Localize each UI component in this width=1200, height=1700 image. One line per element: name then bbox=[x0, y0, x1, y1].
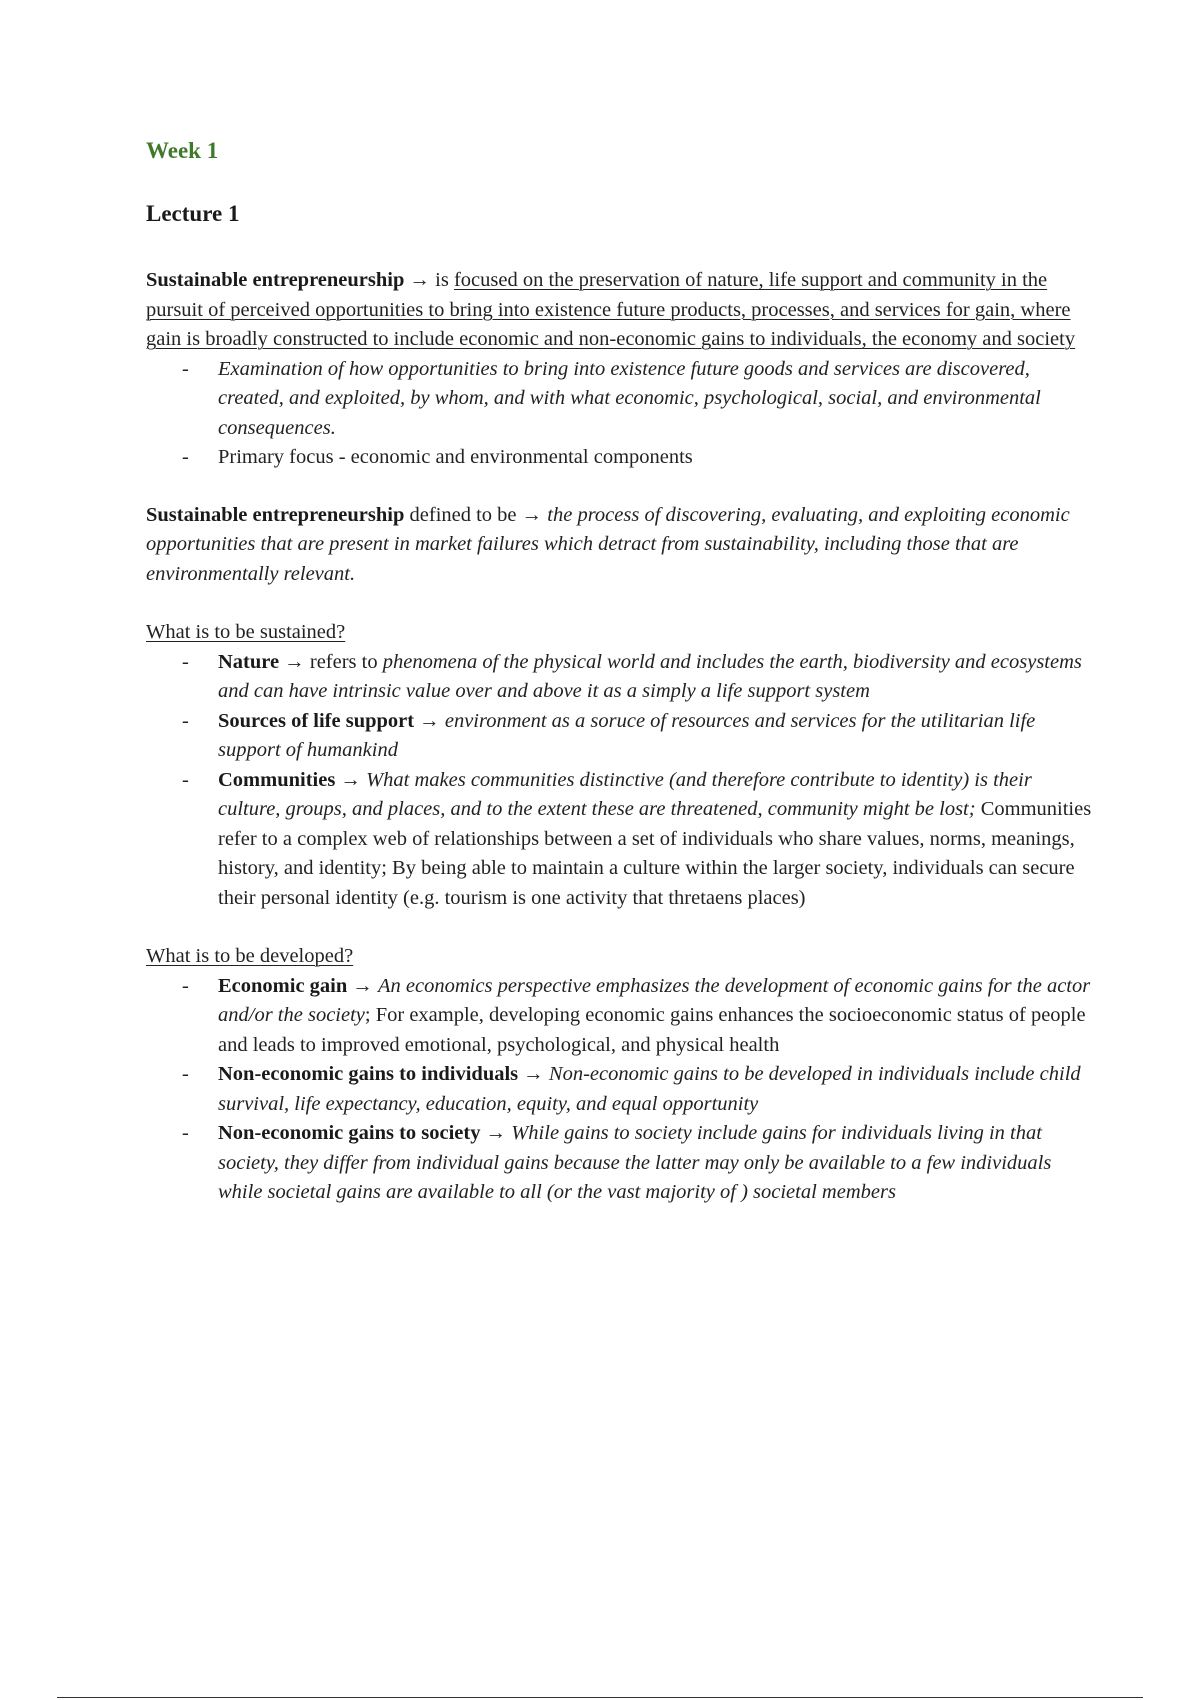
item-italic-text: phenomena of the physical world and includes the earth, biodiversity and ecosystems and can have intrinsic value over and above it as a simply a life support system bbox=[218, 650, 1082, 702]
item-arrow: → bbox=[347, 974, 379, 997]
week-heading: Week 1 bbox=[146, 138, 219, 163]
item-plain-text: Communities refer to a complex web of relationships between a set of individuals who share values, norms, meanings, history, and identity; By being able to maintain a culture within the larger society, individuals can secure their personal identity (e.g. tourism is one activity that thretaens places) bbox=[218, 798, 1092, 909]
item-arrow: → bbox=[335, 768, 367, 791]
item-plain-text: ; For example, developing economic gains enhances the socioeconomic status of people and leads to improved emotional, psychological, and physical health bbox=[218, 1004, 1086, 1056]
item-arrow: → refers to bbox=[279, 650, 383, 673]
item-italic-text: environment as a soruce of resources and services for the utilitarian life support of humankind bbox=[218, 709, 1036, 761]
item-italic-text: While gains to society include gains for individuals living in that society, they differ from individual gains because the latter may only be available to a few individuals while societal gains are available to all (or the vast majority of ) societal members bbox=[218, 1122, 1052, 1203]
list-item bbox=[146, 648, 1096, 707]
section-heading-sustained: What is to be sustained? bbox=[146, 621, 346, 643]
definition-paragraph-2 bbox=[146, 501, 1096, 590]
definition-term: Sustainable entrepreneurship bbox=[146, 503, 405, 526]
list-item bbox=[146, 443, 1096, 473]
item-term: Non-economic gains to individuals bbox=[218, 1063, 519, 1085]
definition-connector: defined to be → bbox=[404, 503, 548, 526]
item-arrow: → bbox=[518, 1063, 549, 1085]
definition-text: the process of discovering, evaluating, and exploiting economic opportunities that are present in market failures which detract from sustainability, including those that are environmentally relevant. bbox=[146, 503, 1070, 585]
bullet-text: Primary focus - economic and environmental components bbox=[218, 446, 693, 468]
document-page bbox=[146, 138, 1096, 1208]
item-italic-text: An economics perspective emphasizes the development of economic gains for the actor and/or the society bbox=[218, 974, 1091, 1026]
definition-text: focused on the preservation of nature, life support and community in the pursuit of perceived opportunities to bring into existence future products, processes, and services for gain, where gain is broadly constructed to include economic and non-economic gains to individuals, the economy and society bbox=[146, 269, 1076, 350]
list-item bbox=[146, 766, 1096, 914]
item-arrow: → bbox=[480, 1122, 512, 1144]
bullet-text: Examination of how opportunities to bring into existence future goods and services are discovered, created, and exploited, by whom, and with what economic, psychological, social, and environmental consequences. bbox=[218, 357, 1041, 439]
item-arrow: → bbox=[414, 709, 445, 732]
list-item bbox=[146, 1060, 1096, 1119]
definition-term: Sustainable entrepreneurship bbox=[146, 269, 405, 291]
item-term: Communities bbox=[218, 768, 336, 791]
item-term: Economic gain bbox=[218, 974, 348, 997]
sustained-list bbox=[146, 648, 1096, 914]
developed-list bbox=[146, 972, 1096, 1208]
item-italic-text: Non-economic gains to be developed in individuals include child survival, life expectancy, education, equity, and equal opportunity bbox=[218, 1063, 1081, 1115]
list-item bbox=[146, 1119, 1096, 1208]
definition-paragraph-1 bbox=[146, 266, 1096, 355]
item-term: Sources of life support bbox=[218, 709, 415, 732]
item-term: Non-economic gains to society bbox=[218, 1122, 481, 1144]
item-italic-text: What makes communities distinctive (and therefore contribute to identity) is their culture, groups, and places, and to the extent these are threatened, community might be lost; bbox=[218, 768, 1032, 820]
lecture-heading: Lecture 1 bbox=[146, 201, 240, 226]
list-item bbox=[146, 707, 1096, 766]
item-term: Nature bbox=[218, 650, 280, 673]
definition-bullets bbox=[146, 355, 1096, 473]
list-item bbox=[146, 972, 1096, 1061]
list-item bbox=[146, 355, 1096, 444]
section-heading-developed: What is to be developed? bbox=[146, 945, 354, 967]
footer-divider bbox=[57, 1697, 1143, 1698]
definition-arrow: → is bbox=[404, 269, 454, 291]
